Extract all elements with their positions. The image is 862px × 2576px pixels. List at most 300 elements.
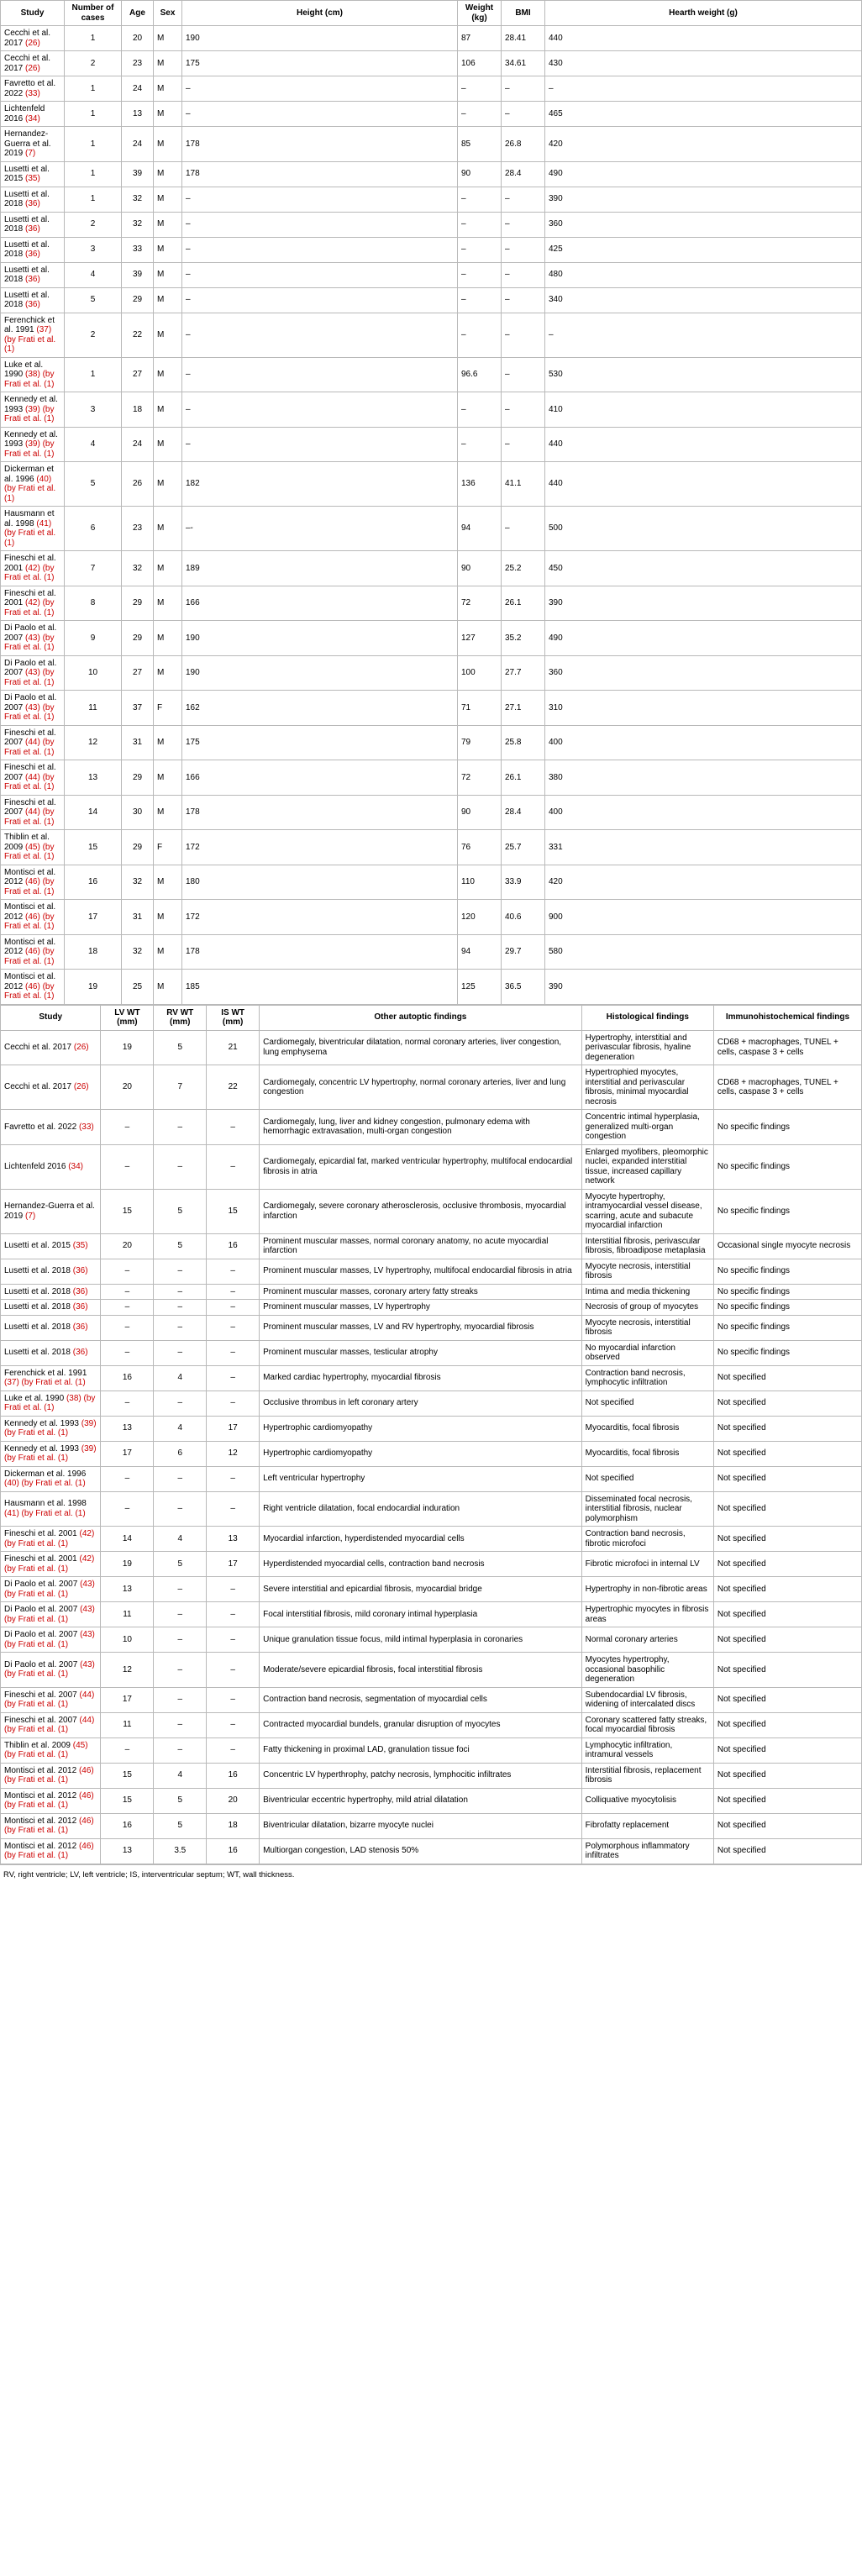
is-wt-cell: – [207,1737,260,1763]
heart-weight-cell: 580 [545,934,862,970]
cases-cell: 6 [65,507,122,551]
bmi-cell: – [502,262,545,287]
autoptic-findings-cell: Hyperdistended myocardial cells, contraction band necrosis [260,1552,582,1577]
study-reference: (33) [25,88,40,98]
table-row [1,427,862,462]
study-name: Luke et al. 1990 [4,360,44,379]
table-footnote: RV, right ventricle; LV, left ventricle; IS, interventricular septum; WT, wall thickness. [0,1864,862,1888]
sex-cell: M [154,127,182,162]
bmi-cell: – [502,187,545,212]
table-row [1,1763,862,1788]
study-name: Lusetti et al. 2015 [4,164,50,183]
bmi-cell: – [502,427,545,462]
sex-cell: M [154,237,182,262]
table-row [1,1391,862,1416]
age-cell: 31 [122,900,154,935]
immunohistochemical-findings-cell: Not specified [713,1653,861,1688]
height-cell: 190 [182,26,458,51]
rv-wt-cell: – [154,1712,207,1737]
bmi-cell: 40.6 [502,900,545,935]
study-name: Cecchi et al. 2017 [4,1043,72,1052]
age-cell: 32 [122,551,154,586]
table-row [1,127,862,162]
study-name: Fineschi et al. 2001 [4,1529,77,1538]
study-reference: (33) [78,1122,94,1132]
study-cell [1,427,65,462]
study-name: Di Paolo et al. 2007 [4,1605,78,1614]
study-reference: (34) [25,113,40,124]
sex-cell: M [154,26,182,51]
lv-wt-cell: 16 [101,1813,154,1838]
heart-weight-cell: 530 [545,357,862,392]
study-reference: (46) (by Frati et al. (1) [4,912,55,931]
cases-cell: 2 [65,212,122,237]
study-cell [1,507,65,551]
col2-is-wt: IS WT (mm) [207,1005,260,1030]
weight-cell: 106 [458,51,502,76]
table-row [1,102,862,127]
autoptic-findings-cell: Prominent muscular masses, testicular atrophy [260,1340,582,1365]
study-reference: (45) (by Frati et al. (1) [4,1740,88,1759]
is-wt-cell: – [207,1340,260,1365]
heart-weight-cell: 440 [545,427,862,462]
weight-cell: – [458,313,502,357]
is-wt-cell: 16 [207,1838,260,1864]
table-row [1,1110,862,1145]
weight-cell: 125 [458,970,502,1005]
histological-findings-cell: Coronary scattered fatty streaks, focal myocardial fibrosis [581,1712,713,1737]
study-cell [1,1763,101,1788]
heart-weight-cell: 360 [545,212,862,237]
age-cell: 30 [122,795,154,830]
immunohistochemical-findings-cell: Not specified [713,1712,861,1737]
weight-cell: 90 [458,795,502,830]
rv-wt-cell: 5 [154,1788,207,1813]
study-cell [1,462,65,507]
table-row [1,262,862,287]
study-cell [1,760,65,796]
study-cell [1,691,65,726]
autoptic-findings-cell: Focal interstitial fibrosis, mild coronary intimal hyperplasia [260,1602,582,1627]
study-name: Fineschi et al. 2007 [4,763,56,782]
autoptic-findings-cell: Hypertrophic cardiomyopathy [260,1416,582,1441]
table-row [1,26,862,51]
autoptic-findings-cell: Cardiomegaly, concentric LV hypertrophy, normal coronary arteries, liver and lung congestion [260,1065,582,1110]
height-cell: 178 [182,127,458,162]
study-name: Montisci et al. 2012 [4,1841,77,1851]
histological-findings-cell: Myocarditis, focal fibrosis [581,1441,713,1466]
study-reference: (36) [25,199,40,208]
bmi-cell: – [502,357,545,392]
table-row [1,1030,862,1065]
cases-cell: 16 [65,865,122,900]
weight-cell: 136 [458,462,502,507]
lv-wt-cell: – [101,1259,154,1284]
height-cell: 166 [182,586,458,621]
table-row [1,586,862,621]
autoptic-findings-cell: Contracted myocardial bundels, granular disruption of myocytes [260,1712,582,1737]
study-cell [1,934,65,970]
heart-weight-cell: 360 [545,655,862,691]
cases-cell: 12 [65,725,122,760]
study-name: Lusetti et al. 2018 [4,1266,71,1276]
height-cell: 189 [182,551,458,586]
study-cell [1,313,65,357]
study-reference: (43) (by Frati et al. (1) [4,1580,95,1599]
bmi-cell: 27.7 [502,655,545,691]
immunohistochemical-findings-cell: No specific findings [713,1259,861,1284]
study-name: Hausmann et al. 1998 [4,1499,87,1509]
age-cell: 13 [122,102,154,127]
immunohistochemical-findings-cell: No specific findings [713,1110,861,1145]
study-name: Lusetti et al. 2018 [4,265,50,284]
table-row [1,313,862,357]
immunohistochemical-findings-cell: Not specified [713,1391,861,1416]
bmi-cell: 28.4 [502,161,545,187]
sex-cell: M [154,187,182,212]
weight-cell: – [458,237,502,262]
table-row [1,287,862,313]
rv-wt-cell: – [154,1627,207,1653]
study-reference: (45) (by Frati et al. (1) [4,842,55,861]
study-reference: (43) (by Frati et al. (1) [4,668,55,687]
immunohistochemical-findings-cell: Not specified [713,1491,861,1527]
autoptic-findings-cell: Marked cardiac hypertrophy, myocardial fibrosis [260,1365,582,1391]
sex-cell: M [154,725,182,760]
study-name: Di Paolo et al. 2007 [4,693,57,712]
immunohistochemical-findings-cell: No specific findings [713,1189,861,1233]
height-cell: 190 [182,621,458,656]
rv-wt-cell: 5 [154,1813,207,1838]
lv-wt-cell: – [101,1284,154,1300]
lv-wt-cell: 19 [101,1030,154,1065]
study-name: Montisci et al. 2012 [4,937,56,956]
sex-cell: M [154,795,182,830]
height-cell: 172 [182,830,458,865]
study-reference: (36) [25,300,40,309]
autoptic-findings-cell: Multiorgan congestion, LAD stenosis 50% [260,1838,582,1864]
sex-cell: M [154,865,182,900]
autoptic-findings-cell: Concentric LV hyperthrophy, patchy necrosis, lymphocitic infiltrates [260,1763,582,1788]
lv-wt-cell: – [101,1300,154,1316]
cases-cell: 1 [65,102,122,127]
weight-cell: – [458,287,502,313]
is-wt-cell: – [207,1627,260,1653]
study-cell [1,127,65,162]
study-reference: (38) (by Frati et al. (1) [4,370,55,389]
study-name: Montisci et al. 2012 [4,1816,77,1826]
is-wt-cell: – [207,1577,260,1602]
histological-findings-cell: Myocytes hypertrophy, occasional basophilic degeneration [581,1653,713,1688]
study-cell [1,1466,101,1491]
study-reference: (35) [25,174,40,183]
study-cell [1,865,65,900]
autoptic-findings-cell: Prominent muscular masses, LV and RV hypertrophy, myocardial fibrosis [260,1315,582,1340]
lv-wt-cell: – [101,1391,154,1416]
table-row [1,691,862,726]
study-name: Fineschi et al. 2001 [4,554,56,573]
histological-findings-cell: Fibrofatty replacement [581,1813,713,1838]
study-cell [1,1391,101,1416]
bmi-cell: – [502,287,545,313]
is-wt-cell: – [207,1144,260,1189]
is-wt-cell: – [207,1687,260,1712]
heart-weight-cell: – [545,313,862,357]
study-cell [1,1030,101,1065]
study-name: Favretto et al. 2022 [4,1122,77,1132]
bmi-cell: – [502,237,545,262]
cases-cell: 11 [65,691,122,726]
sex-cell: M [154,262,182,287]
table-row [1,1259,862,1284]
bmi-cell: 25.7 [502,830,545,865]
study-reference: (26) [73,1082,89,1092]
immunohistochemical-findings-cell: Not specified [713,1466,861,1491]
bmi-cell: 25.8 [502,725,545,760]
study-name: Luke et al. 1990 [4,1393,65,1403]
autoptic-findings-cell: Prominent muscular masses, LV hypertrophy, multifocal endocardial fibrosis in atria [260,1259,582,1284]
study-reference: (36) [72,1266,88,1276]
lv-wt-cell: 15 [101,1788,154,1813]
study-reference: (44) (by Frati et al. (1) [4,1690,95,1709]
sex-cell: M [154,392,182,428]
autoptic-findings-cell: Unique granulation tissue focus, mild intimal hyperplasia in coronaries [260,1627,582,1653]
immunohistochemical-findings-cell: No specific findings [713,1284,861,1300]
weight-cell: – [458,262,502,287]
bmi-cell: 35.2 [502,621,545,656]
histological-findings-cell: Enlarged myofibers, pleomorphic nuclei, expanded interstitial tissue, increased capillary network [581,1144,713,1189]
height-cell: 180 [182,865,458,900]
table-row [1,1813,862,1838]
bmi-cell: 26.8 [502,127,545,162]
study-cell [1,26,65,51]
study-name: Cecchi et al. 2017 [4,54,51,73]
study-cell [1,1315,101,1340]
heart-weight-cell: 425 [545,237,862,262]
age-cell: 29 [122,760,154,796]
study-name: Montisci et al. 2012 [4,867,56,886]
lv-wt-cell: 13 [101,1577,154,1602]
sex-cell: M [154,760,182,796]
study-name: Favretto et al. 2022 [4,79,56,98]
autoptic-findings-cell: Fatty thickening in proximal LAD, granulation tissue foci [260,1737,582,1763]
study-name: Di Paolo et al. 2007 [4,1630,78,1639]
sex-cell: M [154,212,182,237]
table-row [1,1300,862,1316]
rv-wt-cell: 5 [154,1233,207,1259]
immunohistochemical-findings-cell: Not specified [713,1763,861,1788]
cases-cell: 1 [65,76,122,102]
study-reference: (42) (by Frati et al. (1) [4,563,55,582]
age-cell: 24 [122,127,154,162]
histological-findings-cell: Interstitial fibrosis, replacement fibrosis [581,1763,713,1788]
weight-cell: 127 [458,621,502,656]
age-cell: 27 [122,357,154,392]
age-cell: 24 [122,76,154,102]
table-row [1,76,862,102]
is-wt-cell: – [207,1391,260,1416]
table-row [1,1365,862,1391]
is-wt-cell: 16 [207,1233,260,1259]
age-cell: 32 [122,865,154,900]
height-cell: 172 [182,900,458,935]
histological-findings-cell: Polymorphous inflammatory infiltrates [581,1838,713,1864]
table-row [1,1340,862,1365]
cases-cell: 4 [65,262,122,287]
sex-cell: M [154,357,182,392]
sex-cell: F [154,691,182,726]
table-row [1,1189,862,1233]
age-cell: 32 [122,212,154,237]
study-name: Fineschi et al. 2001 [4,1554,77,1564]
rv-wt-cell: 5 [154,1030,207,1065]
age-cell: 29 [122,621,154,656]
age-cell: 24 [122,427,154,462]
table-row [1,1687,862,1712]
study-name: Fineschi et al. 2001 [4,588,56,607]
bmi-cell: 28.4 [502,795,545,830]
study-reference: (39) (by Frati et al. (1) [4,1418,97,1438]
histological-findings-cell: Fibrotic microfoci in internal LV [581,1552,713,1577]
study-reference: (43) (by Frati et al. (1) [4,702,55,722]
study-cell [1,1577,101,1602]
table-row [1,357,862,392]
age-cell: 32 [122,187,154,212]
immunohistochemical-findings-cell: Not specified [713,1365,861,1391]
histological-findings-cell: Interstitial fibrosis, perivascular fibrosis, fibroadipose metaplasia [581,1233,713,1259]
immunohistochemical-findings-cell: Not specified [713,1838,861,1864]
rv-wt-cell: – [154,1340,207,1365]
study-name: Di Paolo et al. 2007 [4,1580,78,1589]
immunohistochemical-findings-cell: Not specified [713,1416,861,1441]
rv-wt-cell: 5 [154,1552,207,1577]
table-row [1,760,862,796]
table-row [1,1284,862,1300]
bmi-cell: 33.9 [502,865,545,900]
histological-findings-cell: Myocyte hypertrophy, intramyocardial vessel disease, scarring, acute and subacute myocardial infarction [581,1189,713,1233]
cases-cell: 19 [65,970,122,1005]
study-reference: (39) (by Frati et al. (1) [4,404,55,423]
study-reference: (43) (by Frati et al. (1) [4,1605,95,1624]
table-row [1,1737,862,1763]
study-cell [1,1233,101,1259]
table-row [1,1065,862,1110]
cases-cell: 13 [65,760,122,796]
study-cell [1,1441,101,1466]
sex-cell: M [154,76,182,102]
cases-cell: 5 [65,287,122,313]
bmi-cell: – [502,313,545,357]
weight-cell: 87 [458,26,502,51]
is-wt-cell: 16 [207,1763,260,1788]
bmi-cell: 34.61 [502,51,545,76]
sex-cell: M [154,621,182,656]
cases-cell: 1 [65,187,122,212]
is-wt-cell: – [207,1300,260,1316]
immunohistochemical-findings-cell: Not specified [713,1813,861,1838]
height-cell: – [182,262,458,287]
lv-wt-cell: 10 [101,1627,154,1653]
lv-wt-cell: 12 [101,1653,154,1688]
study-reference: (37) (by Frati et al. (1) [4,325,56,354]
study-name: Ferenchick et al. 1991 [4,1368,87,1378]
col-weight: Weight (kg) [458,1,502,26]
study-name: Dickerman et al. 1996 [4,465,54,484]
study-cell [1,1552,101,1577]
table-row [1,462,862,507]
cases-cell: 1 [65,26,122,51]
rv-wt-cell: 6 [154,1441,207,1466]
cases-cell: 3 [65,392,122,428]
rv-wt-cell: – [154,1144,207,1189]
table-row [1,621,862,656]
study-reference: (34) [68,1161,83,1171]
rv-wt-cell: – [154,1602,207,1627]
autoptic-findings-cell: Prominent muscular masses, coronary artery fatty streaks [260,1284,582,1300]
histological-findings-cell: Myocyte necrosis, interstitial fibrosis [581,1315,713,1340]
table-row [1,392,862,428]
histological-findings-cell: Hypertrophic myocytes in fibrosis areas [581,1602,713,1627]
table-row [1,1577,862,1602]
lv-wt-cell: 20 [101,1065,154,1110]
age-cell: 18 [122,392,154,428]
sex-cell: M [154,507,182,551]
is-wt-cell: – [207,1259,260,1284]
study-reference: (44) (by Frati et al. (1) [4,772,55,791]
study-name: Fineschi et al. 2007 [4,728,56,747]
histological-findings-cell: Myocarditis, focal fibrosis [581,1416,713,1441]
rv-wt-cell: – [154,1577,207,1602]
study-name: Hernandez-Guerra et al. 2019 [4,1201,95,1221]
histological-findings-cell: Hypertrophied myocytes, interstitial and perivascular fibrosis, minimal myocardial necrosis [581,1065,713,1110]
age-cell: 29 [122,830,154,865]
weight-cell: 90 [458,551,502,586]
study-cell [1,830,65,865]
table-row [1,187,862,212]
cases-cell: 9 [65,621,122,656]
weight-cell: – [458,102,502,127]
sex-cell: M [154,287,182,313]
immunohistochemical-findings-cell: No specific findings [713,1144,861,1189]
table-row [1,1627,862,1653]
lv-wt-cell: 13 [101,1838,154,1864]
rv-wt-cell: – [154,1687,207,1712]
rv-wt-cell: 5 [154,1189,207,1233]
lv-wt-cell: – [101,1491,154,1527]
col-cases: Number of cases [65,1,122,26]
autoptic-findings-cell: Myocardial infarction, hyperdistended myocardial cells [260,1527,582,1552]
height-cell: 178 [182,161,458,187]
immunohistochemical-findings-cell: No specific findings [713,1340,861,1365]
table-row [1,725,862,760]
immunohistochemical-findings-cell: Not specified [713,1527,861,1552]
immunohistochemical-findings-cell: Occasional single myocyte necrosis [713,1233,861,1259]
rv-wt-cell: – [154,1653,207,1688]
study-name: Fineschi et al. 2007 [4,1690,77,1700]
table-row [1,970,862,1005]
heart-weight-cell: – [545,76,862,102]
study-name: Fineschi et al. 2007 [4,797,56,817]
study-cell [1,795,65,830]
autoptic-findings-cell: Contraction band necrosis, segmentation of myocardial cells [260,1687,582,1712]
immunohistochemical-findings-cell: Not specified [713,1687,861,1712]
histological-findings-cell: Lymphocytic infiltration, intramural vessels [581,1737,713,1763]
rv-wt-cell: – [154,1737,207,1763]
height-cell: 182 [182,462,458,507]
table-row [1,1527,862,1552]
study-cell [1,1527,101,1552]
study-name: Di Paolo et al. 2007 [4,1659,78,1669]
